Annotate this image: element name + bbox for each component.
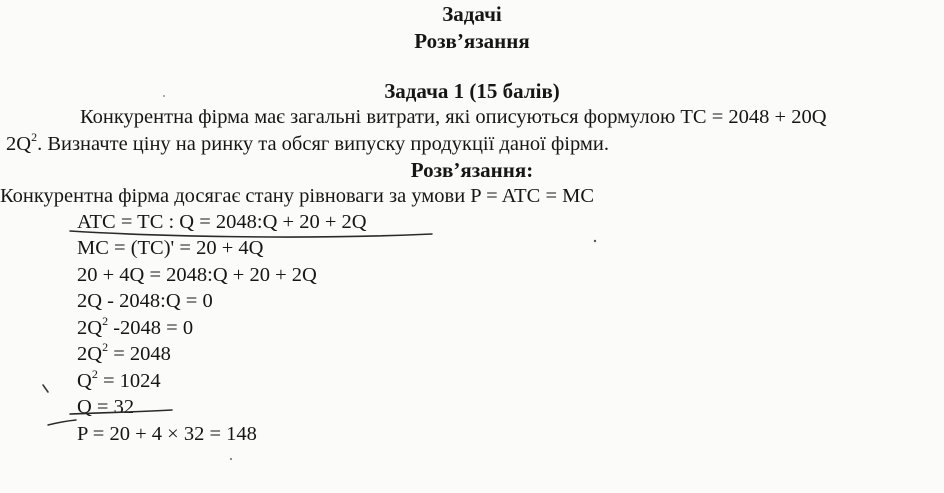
step-square xyxy=(77,340,171,365)
solution-heading: Розв’язання: xyxy=(410,158,534,182)
page-title: Задачі xyxy=(442,2,502,26)
step-square-base: 2Q xyxy=(77,343,103,365)
step-q-result: Q = 32 xyxy=(77,396,135,418)
task-heading: Задача 1 (15 балів) xyxy=(384,79,560,103)
step-q-squared-base: Q xyxy=(77,370,92,392)
task-condition-term: 2Q xyxy=(6,133,32,155)
step-square-exponent: 2 xyxy=(102,340,109,354)
step-price-result: P = 20 + 4 × 32 = 148 xyxy=(77,423,257,445)
step-q-squared-rest: = 1024 xyxy=(97,370,161,392)
step-q-squared xyxy=(77,367,161,392)
underline-price-stroke xyxy=(48,420,76,425)
step-quadratic-base: 2Q xyxy=(77,317,103,339)
step-atc: ATC = TC : Q = 2048:Q + 20 + 2Q xyxy=(77,211,367,233)
scan-speck xyxy=(594,240,596,242)
step-square-rest: = 2048 xyxy=(108,343,171,365)
step-quadratic xyxy=(77,314,194,339)
step-quadratic-exponent: 2 xyxy=(102,314,109,328)
scan-speck xyxy=(230,458,232,460)
task-condition-line-1: Конкурентна фірма має загальні витрати, які описуються формулою TC = 2048 + 20Q xyxy=(80,106,827,128)
step-quadratic-rest: -2048 = 0 xyxy=(108,317,194,339)
step-equation: 20 + 4Q = 2048:Q + 20 + 2Q xyxy=(77,264,317,286)
task-condition-line-2 xyxy=(6,130,609,155)
task-condition-rest: . Визначте ціну на ринку та обсяг випуску продукції даної фірми. xyxy=(37,133,609,155)
pen-tick-mark xyxy=(43,385,48,392)
solution-intro: Конкурентна фірма досягає стану рівноваги за умови P = ATC = MC xyxy=(0,185,595,207)
step-mc: MC = (TC)' = 20 + 4Q xyxy=(77,237,264,259)
step-q-squared-exponent: 2 xyxy=(91,367,98,381)
page-subtitle: Розв’язання xyxy=(414,29,530,53)
step-simplify: 2Q - 2048:Q = 0 xyxy=(77,290,213,312)
task-condition-exponent: 2 xyxy=(31,130,38,144)
